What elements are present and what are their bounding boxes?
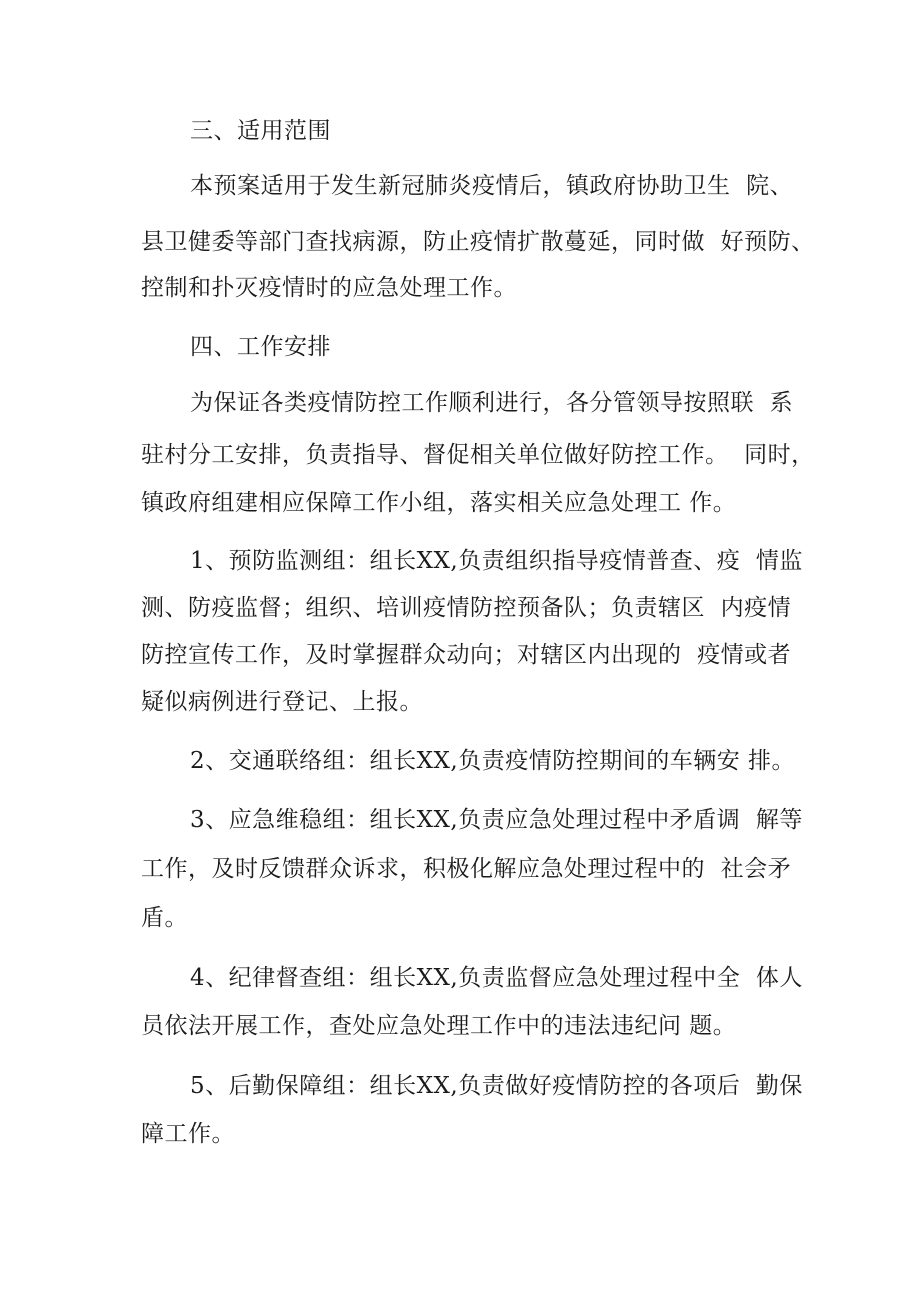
section-heading-arrangement: 四、工作安排 xyxy=(190,334,331,360)
paragraph-line: 控制和扑灭疫情时的应急处理工作。 xyxy=(141,275,517,301)
paragraph-line: 疑似病例进行登记、上报。 xyxy=(141,689,423,715)
paragraph-line: 障工作。 xyxy=(141,1121,235,1147)
paragraph-line: 工作，及时反馈群众诉求，积极化解应急处理过程中的 社会矛 xyxy=(141,856,792,882)
paragraph-line: 员依法开展工作，查处应急处理工作中的违法违纪问 题。 xyxy=(141,1013,737,1039)
paragraph-line: 县卫健委等部门查找病源，防止疫情扩散蔓延，同时做 好预防、 xyxy=(141,229,815,255)
paragraph-line: 镇政府组建相应保障工作小组，落实相关应急处理工 作。 xyxy=(141,490,737,516)
paragraph-line: 4、纪律督查组：组长XX,负责监督应急处理过程中全 体人 xyxy=(190,965,803,991)
paragraph-line: 5、后勤保障组：组长XX,负责做好疫情防控的各项后 勤保 xyxy=(190,1073,803,1099)
paragraph-line: 测、防疫监督；组织、培训疫情防控预备队；负责辖区 内疫情 xyxy=(141,595,792,621)
paragraph-line: 本预案适用于发生新冠肺炎疫情后，镇政府协助卫生 院、 xyxy=(190,173,794,199)
paragraph-line: 2、交通联络组：组长XX,负责疫情防控期间的车辆安 排。 xyxy=(190,748,796,774)
paragraph-line: 1、预防监测组：组长XX,负责组织指导疫情普查、疫 情监 xyxy=(190,548,803,574)
paragraph-line: 驻村分工安排，负责指导、督促相关单位做好防控工作。 同时， xyxy=(141,442,815,468)
section-heading-scope: 三、适用范围 xyxy=(190,118,331,144)
paragraph-line: 防控宣传工作，及时掌握群众动向；对辖区内出现的 疫情或者 xyxy=(141,642,792,668)
paragraph-line: 盾。 xyxy=(141,905,188,931)
paragraph-line: 为保证各类疫情防控工作顺利进行，各分管领导按照联 系 xyxy=(190,390,794,416)
paragraph-line: 3、应急维稳组：组长XX,负责应急处理过程中矛盾调 解等 xyxy=(190,807,803,833)
